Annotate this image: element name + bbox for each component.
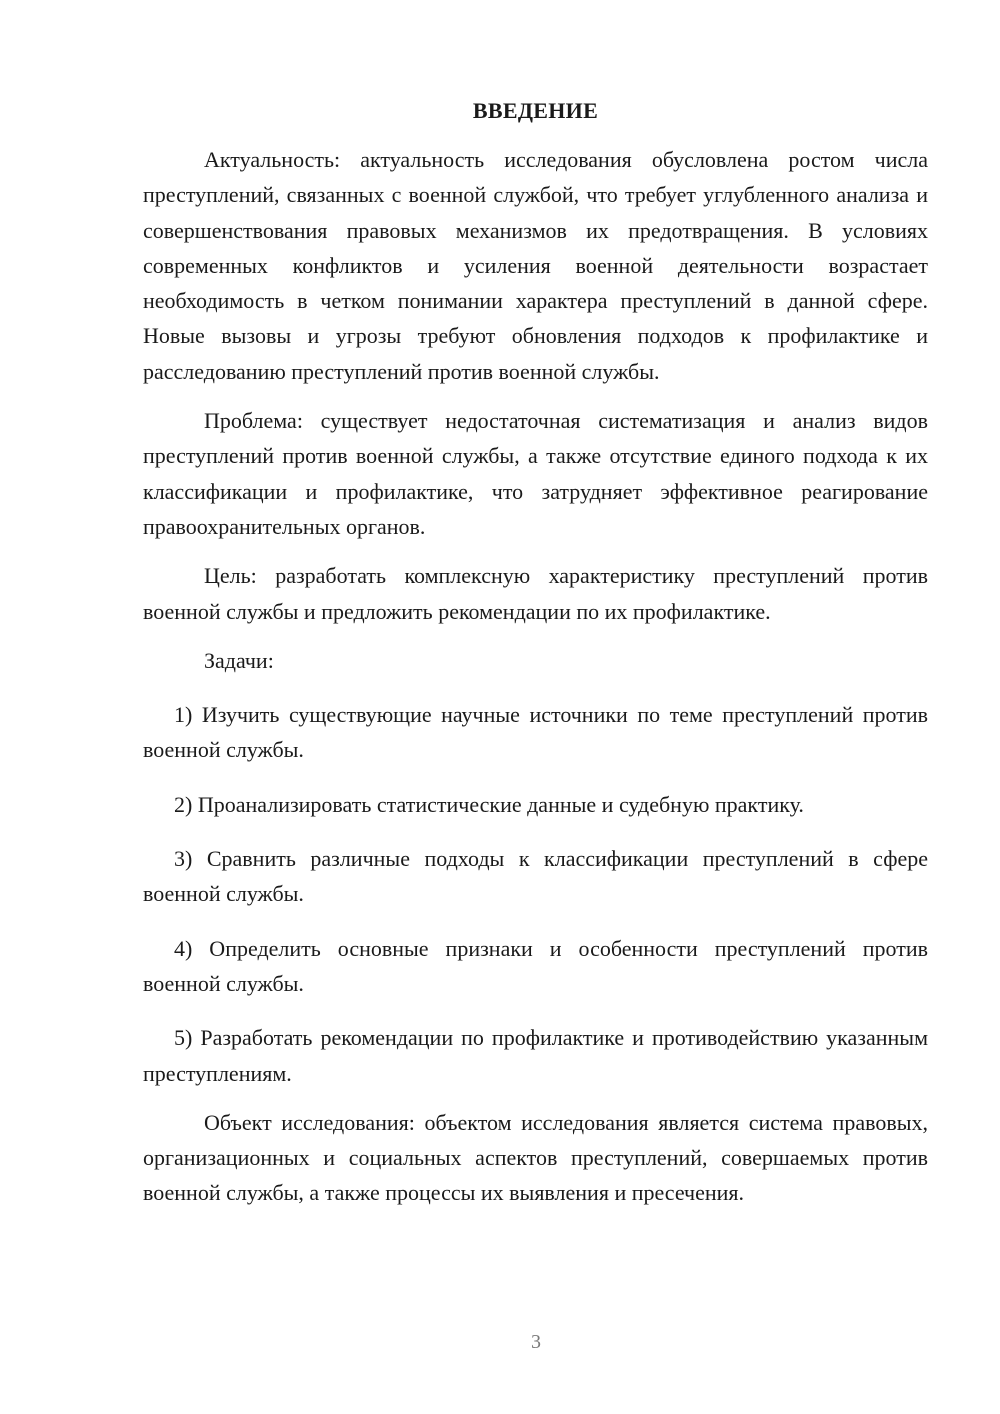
problem-paragraph: Проблема: существует недостаточная систематизация и анализ видов преступлений против военной службы, а также отсутствие единого подхода к их классификации и профилактике, что затрудняет эффективное реагирование правоохранительных органов. (143, 408, 928, 539)
page-content (143, 94, 928, 1211)
task-item-3: 3) Сравнить различные подходы к классификации преступлений в сфере военной службы. (143, 846, 928, 907)
task-item-4: 4) Определить основные признаки и особенности преступлений против военной службы. (143, 935, 928, 996)
tasks-label: Задачи: (204, 647, 274, 673)
object-paragraph: Объект исследования: объектом исследования является система правовых, организационных и социальных аспектов преступлений, совершаемых против военной службы, а также процессы их выявления и пресечения. (143, 1109, 928, 1206)
goal-paragraph: Цель: разработать комплексную характеристику преступлений против военной службы и предложить рекомендации по их профилактике. (143, 563, 928, 624)
section-heading: ВВЕДЕНИЕ (472, 98, 599, 123)
relevance-paragraph: Актуальность: актуальность исследования обусловлена ростом числа преступлений, связанных с военной службой, что требует углубленного анализа и совершенствования правовых механизмов их предотвращения. В условиях современных конфликтов и усиления военной деятельности возрастает необходимость в четком понимании характера преступлений в данной сфере. Новые вызовы и угрозы требуют обновления подходов к профилактике и расследованию преступлений против военной службы. (143, 147, 928, 384)
task-item-2: 2) Проанализировать статистические данные и судебную практику. (174, 791, 804, 817)
task-item-5: 5) Разработать рекомендации по профилактике и противодействию указанным преступлениям. (143, 1025, 928, 1086)
task-item-1: 1) Изучить существующие научные источники по теме преступлений против военной службы. (143, 702, 928, 763)
page-number: 3 (531, 1331, 541, 1353)
